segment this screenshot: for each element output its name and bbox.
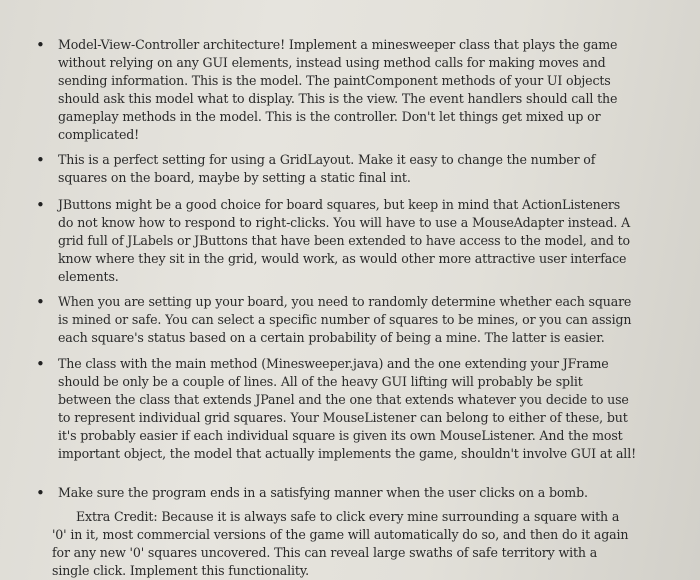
bullet-icon: •	[36, 355, 45, 373]
bullet-text: When you are setting up your board, you need to randomly determine whether each square is mined or safe. You can select a specific number of squares to be mines, or you can assign each square's status based on a certain probability of being a mine. The latter is easier.	[58, 294, 632, 345]
bullet-item-jbuttons	[36, 196, 636, 286]
bullet-item-mvc	[36, 36, 636, 144]
extra-credit-text: Because it is always safe to click every mine surrounding a square with a '0' in it, most commercial versions of the game will automatically do so, and then do it again for any new '0' squares uncovered. This can reveal large swaths of safe territory with a single click. Implement this functionality.	[52, 509, 629, 578]
bullet-item-main-class	[36, 355, 636, 463]
bullet-text: This is a perfect setting for using a GridLayout. Make it easy to change the number of squares on the board, maybe by setting a static final int.	[58, 152, 596, 185]
bullet-text: JButtons might be a good choice for board squares, but keep in mind that ActionListeners do not know how to respond to right-clicks. You will have to use a MouseAdapter instead. A grid full of JLabels or JButtons that have been extended to have access to the model, and to know where they sit in the grid, would work, as would other more attractive user interface elements.	[58, 197, 631, 284]
bullet-icon: •	[36, 36, 45, 54]
bullet-text: Model-View-Controller architecture! Implement a minesweeper class that plays the game without relying on any GUI elements, instead using method calls for making moves and sending information. This is the model. The paintComponent methods of your UI objects should ask this model what to display. This is the view. The event handlers should call the gameplay methods in the model. This is the controller. Don't let things get mixed up or complicated!	[58, 37, 618, 142]
bullet-icon: •	[36, 196, 45, 214]
bullet-icon: •	[36, 484, 45, 502]
bullet-text: Make sure the program ends in a satisfying manner when the user clicks on a bomb.	[58, 485, 588, 500]
bullet-item-gridlayout	[36, 151, 636, 187]
bullet-icon: •	[36, 293, 45, 311]
bullet-item-board-setup	[36, 293, 636, 347]
bullet-icon: •	[36, 151, 45, 169]
bullet-text: The class with the main method (Minesweeper.java) and the one extending your JFrame should be only be a couple of lines. All of the heavy GUI lifting will probably be split between the class that extends JPanel and the one that extends whatever you decide to use to represent individual grid squares. Your MouseListener can belong to either of these, but it's probably easier if each individual square is given its own MouseListener. And the most important object, the model that actually implements the game, shouldn't involve GUI at all!	[58, 356, 636, 461]
extra-credit-label: Extra Credit:	[76, 509, 158, 524]
bullet-item-program-end	[36, 484, 636, 502]
extra-credit-paragraph	[52, 508, 636, 580]
